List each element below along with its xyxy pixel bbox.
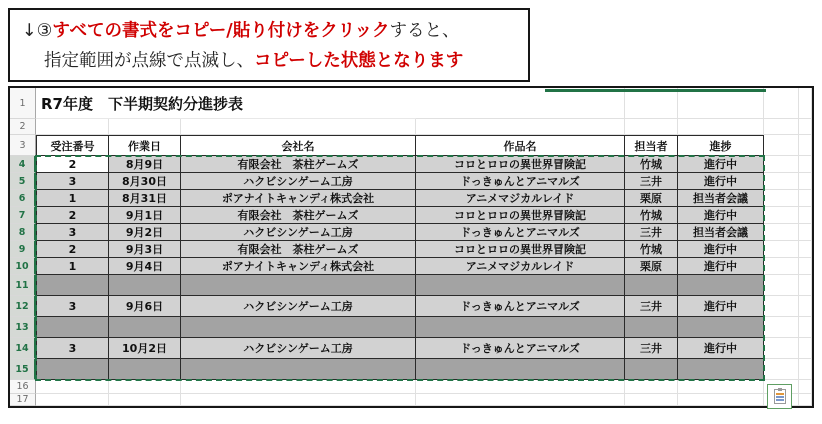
sheet-row-14 xyxy=(10,338,812,359)
empty-cell[interactable] xyxy=(181,380,416,394)
cell-r5c4[interactable]: ドっきゅんとアニマルズ xyxy=(416,173,625,190)
cell-r13c3[interactable] xyxy=(181,317,416,338)
empty-cell[interactable] xyxy=(416,380,625,394)
cell-r14c6[interactable]: 進行中 xyxy=(678,338,764,359)
column-header-2[interactable]: 作業日 xyxy=(109,135,181,156)
cell-r6c6[interactable]: 担当者会議 xyxy=(678,190,764,207)
cell-r10c5[interactable]: 栗原 xyxy=(625,258,678,275)
cell-r5c3[interactable]: ハクビシンゲーム工房 xyxy=(181,173,416,190)
column-header-1[interactable]: 受注番号 xyxy=(36,135,109,156)
row-header-7[interactable]: 7 xyxy=(10,207,36,224)
empty-cell[interactable] xyxy=(36,394,109,406)
sheet-row-15 xyxy=(10,359,812,380)
empty-cell[interactable] xyxy=(764,190,799,207)
cell-r15c5[interactable] xyxy=(625,359,678,380)
cell-r5c2[interactable]: 8月30日 xyxy=(109,173,181,190)
clipboard-icon xyxy=(774,389,786,404)
empty-cell[interactable] xyxy=(36,380,109,394)
column-header-5[interactable]: 担当者 xyxy=(625,135,678,156)
cell-r11c4[interactable] xyxy=(416,275,625,296)
empty-cell[interactable] xyxy=(799,258,812,275)
annotation-red-text-1: すべての書式をコピー/貼り付けをクリック xyxy=(52,21,390,41)
cell-r7c6[interactable]: 進行中 xyxy=(678,207,764,224)
empty-cell[interactable] xyxy=(625,394,678,406)
cell-r11c6[interactable] xyxy=(678,275,764,296)
empty-cell[interactable] xyxy=(799,317,812,338)
cell-r10c6[interactable]: 進行中 xyxy=(678,258,764,275)
cell-r7c5[interactable]: 竹城 xyxy=(625,207,678,224)
cell-r12c2[interactable]: 9月6日 xyxy=(109,296,181,317)
row-header-1[interactable]: 1 xyxy=(10,88,36,119)
row-header-8[interactable]: 8 xyxy=(10,224,36,241)
cell-r14c2[interactable]: 10月2日 xyxy=(109,338,181,359)
cell-r12c3[interactable]: ハクビシンゲーム工房 xyxy=(181,296,416,317)
cell-r10c3[interactable]: ポアナイトキャンディ株式会社 xyxy=(181,258,416,275)
sheet-title: R7年度 下半期契約分進捗表 xyxy=(36,88,416,119)
cell-r9c4[interactable]: コロとロロの異世界冒険記 xyxy=(416,241,625,258)
cell-r14c4[interactable]: ドっきゅんとアニマルズ xyxy=(416,338,625,359)
cell-r13c4[interactable] xyxy=(416,317,625,338)
empty-cell[interactable] xyxy=(109,119,181,135)
sheet-row-11 xyxy=(10,275,812,296)
empty-cell[interactable] xyxy=(799,359,812,380)
cell-r4c5[interactable]: 竹城 xyxy=(625,156,678,173)
empty-cell[interactable] xyxy=(799,156,812,173)
column-header-3[interactable]: 会社名 xyxy=(181,135,416,156)
empty-cell[interactable] xyxy=(625,119,678,135)
cell-r9c6[interactable]: 進行中 xyxy=(678,241,764,258)
cell-r15c1[interactable] xyxy=(36,359,109,380)
row-header-2[interactable]: 2 xyxy=(10,119,36,135)
empty-cell[interactable] xyxy=(678,380,764,394)
cell-r14c3[interactable]: ハクビシンゲーム工房 xyxy=(181,338,416,359)
empty-cell[interactable] xyxy=(181,119,416,135)
cell-r4c6[interactable]: 進行中 xyxy=(678,156,764,173)
cell-r4c2[interactable]: 8月9日 xyxy=(109,156,181,173)
cell-grid xyxy=(10,88,812,406)
cell-r13c1[interactable] xyxy=(36,317,109,338)
cell-r8c3[interactable]: ハクビシンゲーム工房 xyxy=(181,224,416,241)
empty-cell[interactable] xyxy=(799,135,812,156)
empty-cell[interactable] xyxy=(764,241,799,258)
row-header-15[interactable]: 15 xyxy=(10,359,36,380)
empty-cell[interactable] xyxy=(764,258,799,275)
row-header-14[interactable]: 14 xyxy=(10,338,36,359)
cell-r13c6[interactable] xyxy=(678,317,764,338)
empty-cell[interactable] xyxy=(416,119,625,135)
empty-cell[interactable] xyxy=(764,317,799,338)
empty-cell[interactable] xyxy=(799,241,812,258)
empty-cell[interactable] xyxy=(799,296,812,317)
sheet-row-5 xyxy=(10,173,812,190)
empty-cell[interactable] xyxy=(625,380,678,394)
cell-r9c3[interactable]: 有限会社 茶柱ゲームズ xyxy=(181,241,416,258)
empty-cell[interactable] xyxy=(764,173,799,190)
sheet-row-4 xyxy=(10,156,812,173)
empty-cell[interactable] xyxy=(799,119,812,135)
sheet-row-9 xyxy=(10,241,812,258)
empty-cell[interactable] xyxy=(109,394,181,406)
cell-r4c4[interactable]: コロとロロの異世界冒険記 xyxy=(416,156,625,173)
cell-r7c1[interactable]: 2 xyxy=(36,207,109,224)
cell-r15c6[interactable] xyxy=(678,359,764,380)
cell-r6c4[interactable]: アニメマジカルレイド xyxy=(416,190,625,207)
row-header-11[interactable]: 11 xyxy=(10,275,36,296)
annotation-black-text-1: すると、 xyxy=(389,21,460,41)
cell-r6c5[interactable]: 栗原 xyxy=(625,190,678,207)
empty-cell[interactable] xyxy=(799,338,812,359)
cell-r8c2[interactable]: 9月2日 xyxy=(109,224,181,241)
sheet-row-3 xyxy=(10,135,812,156)
cell-r12c4[interactable]: ドっきゅんとアニマルズ xyxy=(416,296,625,317)
empty-cell[interactable] xyxy=(764,207,799,224)
cell-r15c3[interactable] xyxy=(181,359,416,380)
annotation-line-2 xyxy=(44,46,528,76)
cell-r12c6[interactable]: 進行中 xyxy=(678,296,764,317)
cell-r9c2[interactable]: 9月3日 xyxy=(109,241,181,258)
empty-cell[interactable] xyxy=(799,190,812,207)
cell-r10c1[interactable]: 1 xyxy=(36,258,109,275)
cell-r11c5[interactable] xyxy=(625,275,678,296)
row-header-17[interactable]: 17 xyxy=(10,394,36,406)
empty-cell[interactable] xyxy=(799,207,812,224)
cell-r10c2[interactable]: 9月4日 xyxy=(109,258,181,275)
cell-r7c2[interactable]: 9月1日 xyxy=(109,207,181,224)
cell-r11c1[interactable] xyxy=(36,275,109,296)
sheet-row-17 xyxy=(10,394,812,406)
cell-r15c2[interactable] xyxy=(109,359,181,380)
row-header-4[interactable]: 4 xyxy=(10,156,36,173)
sheet-row-2 xyxy=(10,119,812,135)
cell-r11c3[interactable] xyxy=(181,275,416,296)
empty-cell[interactable] xyxy=(764,338,799,359)
cell-r8c6[interactable]: 担当者会議 xyxy=(678,224,764,241)
empty-cell[interactable] xyxy=(764,359,799,380)
empty-cell[interactable] xyxy=(799,394,812,406)
column-header-4[interactable]: 作品名 xyxy=(416,135,625,156)
empty-cell[interactable] xyxy=(678,119,764,135)
cell-r5c6[interactable]: 進行中 xyxy=(678,173,764,190)
empty-cell[interactable] xyxy=(416,88,625,119)
row-header-6[interactable]: 6 xyxy=(10,190,36,207)
empty-cell[interactable] xyxy=(678,394,764,406)
cell-r4c3[interactable]: 有限会社 茶柱ゲームズ xyxy=(181,156,416,173)
cell-r9c1[interactable]: 2 xyxy=(36,241,109,258)
row-header-13[interactable]: 13 xyxy=(10,317,36,338)
empty-cell[interactable] xyxy=(764,275,799,296)
cell-r12c5[interactable]: 三井 xyxy=(625,296,678,317)
sheet-row-6 xyxy=(10,190,812,207)
row-header-9[interactable]: 9 xyxy=(10,241,36,258)
cell-r14c5[interactable]: 三井 xyxy=(625,338,678,359)
cell-r15c4[interactable] xyxy=(416,359,625,380)
empty-cell[interactable] xyxy=(416,394,625,406)
sheet-row-13 xyxy=(10,317,812,338)
row-header-12[interactable]: 12 xyxy=(10,296,36,317)
cell-r13c5[interactable] xyxy=(625,317,678,338)
empty-cell[interactable] xyxy=(764,296,799,317)
row-header-10[interactable]: 10 xyxy=(10,258,36,275)
empty-cell[interactable] xyxy=(799,88,812,119)
row-header-5[interactable]: 5 xyxy=(10,173,36,190)
empty-cell[interactable] xyxy=(799,224,812,241)
empty-cell[interactable] xyxy=(764,224,799,241)
annotation-arrow-step: ↓③ xyxy=(22,21,53,41)
annotation-box xyxy=(8,8,530,82)
paste-options-button[interactable] xyxy=(767,384,792,409)
cell-r8c5[interactable]: 三井 xyxy=(625,224,678,241)
cell-r11c2[interactable] xyxy=(109,275,181,296)
cell-r14c1[interactable]: 3 xyxy=(36,338,109,359)
cell-r12c1[interactable]: 3 xyxy=(36,296,109,317)
empty-cell[interactable] xyxy=(764,88,799,119)
empty-cell[interactable] xyxy=(181,394,416,406)
annotation-black-text-2: 指定範囲が点線で点滅し、 xyxy=(44,51,254,71)
selected-columns-indicator xyxy=(545,89,766,92)
cell-r5c1[interactable]: 3 xyxy=(36,173,109,190)
cell-r10c4[interactable]: アニメマジカルレイド xyxy=(416,258,625,275)
cell-r6c2[interactable]: 8月31日 xyxy=(109,190,181,207)
cell-r13c2[interactable] xyxy=(109,317,181,338)
excel-sheet xyxy=(8,86,814,408)
row-header-3[interactable]: 3 xyxy=(10,135,36,156)
cell-r7c3[interactable]: 有限会社 茶柱ゲームズ xyxy=(181,207,416,224)
empty-cell[interactable] xyxy=(799,275,812,296)
empty-cell[interactable] xyxy=(625,88,678,119)
empty-cell[interactable] xyxy=(764,119,799,135)
cell-r6c1[interactable]: 1 xyxy=(36,190,109,207)
cell-r4c1[interactable]: 2 xyxy=(36,156,109,173)
cell-r8c1[interactable]: 3 xyxy=(36,224,109,241)
annotation-red-text-2: コピーした状態となります xyxy=(254,51,464,71)
empty-cell[interactable] xyxy=(799,380,812,394)
sheet-row-10 xyxy=(10,258,812,275)
cell-r9c5[interactable]: 竹城 xyxy=(625,241,678,258)
cell-r7c4[interactable]: コロとロロの異世界冒険記 xyxy=(416,207,625,224)
empty-cell[interactable] xyxy=(36,119,109,135)
cell-r5c5[interactable]: 三井 xyxy=(625,173,678,190)
empty-cell[interactable] xyxy=(764,156,799,173)
annotation-line-1 xyxy=(22,16,528,46)
sheet-row-12 xyxy=(10,296,812,317)
sheet-row-1 xyxy=(10,88,812,119)
empty-cell[interactable] xyxy=(764,135,799,156)
sheet-row-7 xyxy=(10,207,812,224)
empty-cell[interactable] xyxy=(799,173,812,190)
empty-cell[interactable] xyxy=(109,380,181,394)
cell-r6c3[interactable]: ポアナイトキャンディ株式会社 xyxy=(181,190,416,207)
column-header-6[interactable]: 進捗 xyxy=(678,135,764,156)
sheet-row-16 xyxy=(10,380,812,394)
empty-cell[interactable] xyxy=(678,88,764,119)
sheet-row-8 xyxy=(10,224,812,241)
row-header-16[interactable]: 16 xyxy=(10,380,36,394)
cell-r8c4[interactable]: ドっきゅんとアニマルズ xyxy=(416,224,625,241)
